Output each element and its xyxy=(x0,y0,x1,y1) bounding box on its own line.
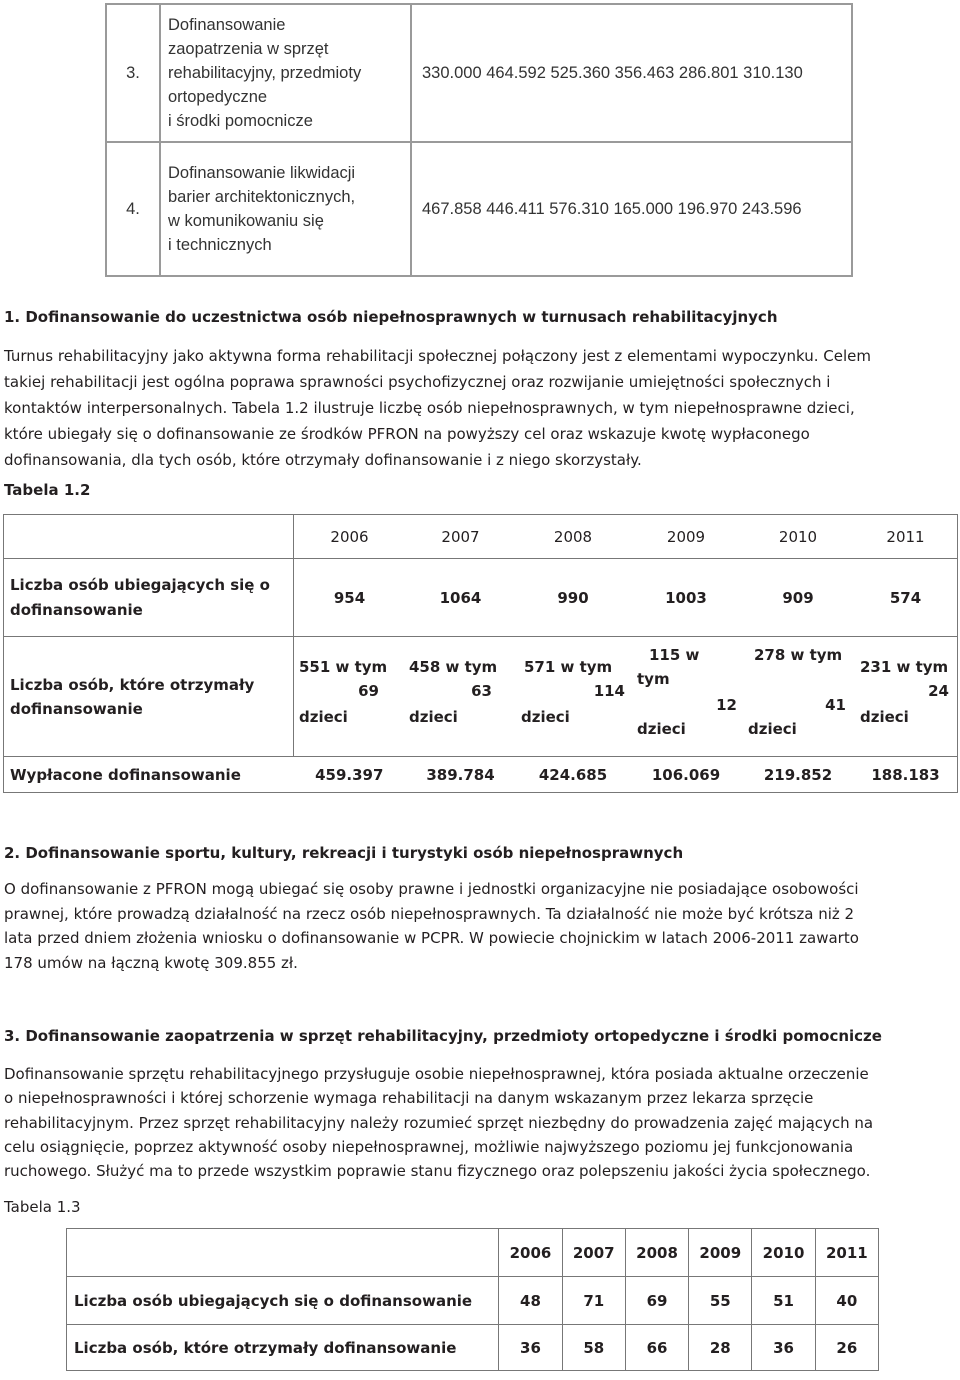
table-cell: 574 xyxy=(854,559,958,637)
table-cell: 66 xyxy=(625,1325,688,1371)
year-header: 2006 xyxy=(294,515,406,559)
table-cell: 51 xyxy=(752,1277,815,1325)
section3-paragraph: Dofinansowanie sprzętu rehabilitacyjnego przysługuje osobie niepełnosprawnej, która posiada aktualne orzeczenie o niepełnosprawności i której schorzenie wymaga rehabilitacji na danym wskazanym przez lekarza sprzęcie rehabilitacyjnym. Przez sprzęt rehabilitacyjny należy rozumieć sprzęt niezbędny do prowadzenia zajęć mających na celu osiągnięcie, poprzez aktywność osoby niepełnosprawnej, możliwie najwyższego poziomu jej funkcjonowania ruchowego. Służyć ma to przede wszystkim poprawie stanu fizycznego oraz polepszeniu jakości życia społecznego. xyxy=(4,1065,874,1181)
table-cell: 424.685 xyxy=(516,757,630,793)
row-number: 3. xyxy=(106,4,160,142)
table-cell: 571 w tym 114 dzieci xyxy=(516,637,630,757)
table-cell: 1003 xyxy=(630,559,742,637)
table-1-3 xyxy=(66,1228,879,1371)
funding-table-top xyxy=(105,3,853,277)
table-cell: 106.069 xyxy=(630,757,742,793)
row-values: 467.858 446.411 576.310 165.000 196.970 243.596 xyxy=(411,142,852,276)
year-header: 2008 xyxy=(516,515,630,559)
table-cell: 69 xyxy=(625,1277,688,1325)
table-cell: 231 w tym 24 dzieci xyxy=(854,637,958,757)
year-header: 2009 xyxy=(630,515,742,559)
year-header: 2007 xyxy=(562,1229,625,1277)
table-cell: 58 xyxy=(562,1325,625,1371)
table-header-row xyxy=(67,1229,879,1277)
table-cell: 219.852 xyxy=(742,757,854,793)
table-cell: 55 xyxy=(689,1277,752,1325)
table-1-2 xyxy=(3,514,958,793)
table-cell: 71 xyxy=(562,1277,625,1325)
table-cell: 26 xyxy=(815,1325,878,1371)
row-label: Liczba osób, które otrzymały dofinansowanie xyxy=(4,637,294,757)
row-label: Liczba osób ubiegających się o dofinansowanie xyxy=(4,559,294,637)
section3-heading: 3. Dofinansowanie zaopatrzenia w sprzęt rehabilitacyjny, przedmioty ortopedyczne i środki pomocnicze xyxy=(4,1027,882,1045)
year-header: 2007 xyxy=(405,515,516,559)
table-row xyxy=(4,757,958,793)
year-header: 2009 xyxy=(689,1229,752,1277)
table-cell: 48 xyxy=(499,1277,562,1325)
table-cell: 954 xyxy=(294,559,406,637)
table-row xyxy=(4,559,958,637)
table-cell: 909 xyxy=(742,559,854,637)
year-header: 2008 xyxy=(625,1229,688,1277)
table-header-row xyxy=(4,515,958,559)
table-row xyxy=(67,1325,879,1371)
row-description: Dofinansowanie zaopatrzenia w sprzęt rehabilitacyjny, przedmioty ortopedyczne i środki pomocnicze xyxy=(160,4,411,142)
row-label: Liczba osób ubiegających się o dofinansowanie xyxy=(67,1277,499,1325)
table-cell: 115 w tym 12 dzieci xyxy=(630,637,742,757)
year-header: 2006 xyxy=(499,1229,562,1277)
section2-heading: 2. Dofinansowanie sportu, kultury, rekreacji i turystyki osób niepełnosprawnych xyxy=(4,844,684,862)
year-header: 2010 xyxy=(742,515,854,559)
table-cell: 36 xyxy=(499,1325,562,1371)
table-cell: 458 w tym 63 dzieci xyxy=(405,637,516,757)
table-cell: 389.784 xyxy=(405,757,516,793)
table-cell: 40 xyxy=(815,1277,878,1325)
table-cell: 990 xyxy=(516,559,630,637)
table-cell: 1064 xyxy=(405,559,516,637)
year-header: 2011 xyxy=(854,515,958,559)
table-row xyxy=(67,1277,879,1325)
row-label: Liczba osób, które otrzymały dofinansowanie xyxy=(67,1325,499,1371)
table-row xyxy=(4,637,958,757)
table-row xyxy=(106,4,852,142)
table-cell: 551 w tym 69 dzieci xyxy=(294,637,406,757)
table-cell: 28 xyxy=(689,1325,752,1371)
year-header: 2010 xyxy=(752,1229,815,1277)
table13-label: Tabela 1.3 xyxy=(4,1198,81,1216)
section1-paragraph: Turnus rehabilitacyjny jako aktywna forma rehabilitacji społecznej połączony jest z elementami wypoczynku. Celem takiej rehabilitacji jest ogólna poprawa sprawności psychofizycznej oraz rozwijanie umiejętności społecznych i kontaktów interpersonalnych. Tabela 1.2 ilustruje liczbę osób niepełnosprawnych, w tym niepełnosprawne dzieci, które ubiegały się o dofinansowanie ze środków PFRON na powyższy cel oraz wskazuje kwotę wypłaconego dofinansowania, dla tych osób, które otrzymały dofinansowanie i z niego skorzystały. xyxy=(4,347,871,469)
section1-heading: 1. Dofinansowanie do uczestnictwa osób niepełnosprawnych w turnusach rehabilitacyjnych xyxy=(4,308,778,326)
table-cell: 278 w tym 41 dzieci xyxy=(742,637,854,757)
table12-label: Tabela 1.2 xyxy=(4,481,91,499)
table-cell: 36 xyxy=(752,1325,815,1371)
section2-paragraph: O dofinansowanie z PFRON mogą ubiegać się osoby prawne i jednostki organizacyjne nie posiadające osobowości prawnej, które prowadzą działalność na rzecz osób niepełnosprawnych. Ta działalność nie może być krótsza niż 2 lata przed dniem złożenia wniosku o dofinansowanie w PCPR. W powiecie chojnickim w latach 2006-2011 zawarto 178 umów na łączną kwotę 309.855 zł. xyxy=(4,880,859,972)
table-row xyxy=(106,142,852,276)
row-values: 330.000 464.592 525.360 356.463 286.801 310.130 xyxy=(411,4,852,142)
row-description: Dofinansowanie likwidacji barier architektonicznych, w komunikowaniu się i technicznych xyxy=(160,142,411,276)
table-cell: 188.183 xyxy=(854,757,958,793)
row-label: Wypłacone dofinansowanie xyxy=(4,757,294,793)
year-header: 2011 xyxy=(815,1229,878,1277)
row-number: 4. xyxy=(106,142,160,276)
table-cell: 459.397 xyxy=(294,757,406,793)
